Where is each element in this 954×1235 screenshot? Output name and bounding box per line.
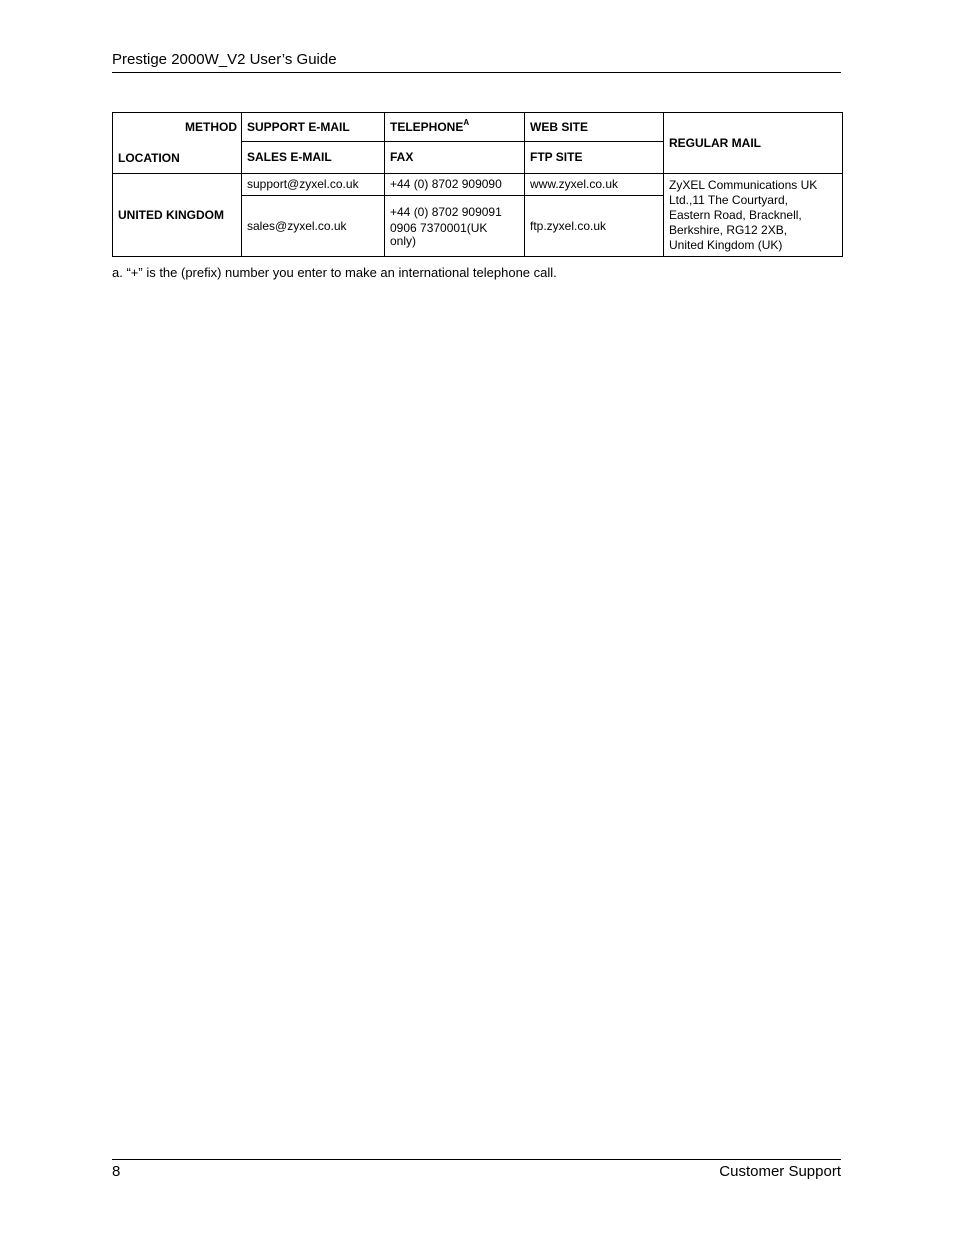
header-regular-mail: REGULAR MAIL — [664, 113, 843, 174]
method-label: METHOD — [185, 120, 237, 134]
footnote-marker: A — [463, 117, 470, 127]
support-contact-table — [112, 112, 843, 257]
support-email-cell: support@zyxel.co.uk — [242, 174, 385, 196]
website-cell: www.zyxel.co.uk — [525, 174, 664, 196]
page-footer — [112, 1159, 841, 1184]
regular-mail-cell — [664, 174, 843, 257]
ftp-cell: ftp.zyxel.co.uk — [525, 196, 664, 257]
header-telephone: $TELEPHONE^A$ — [385, 113, 525, 142]
address-line: United Kingdom (UK) — [669, 237, 783, 252]
location-label: LOCATION — [118, 151, 180, 165]
address-line: Berkshire, RG12 2XB, — [669, 222, 788, 237]
section-name: Customer Support — [719, 1163, 841, 1180]
page-header — [112, 51, 841, 73]
address-line: Ltd.,11 The Courtyard, — [669, 192, 788, 207]
telephone-cell: +44 (0) 8702 909090 — [385, 174, 525, 196]
table-row — [113, 174, 843, 196]
header-sales-email: SALES E-MAIL — [242, 142, 385, 174]
header-support-email: SUPPORT E-MAIL — [242, 113, 385, 142]
fax-line: 0906 7370001(UK — [390, 220, 488, 235]
address-line: Eastern Road, Bracknell, — [669, 207, 802, 222]
table-footnote: a. “+” is the (prefix) number you enter to make an international telephone call. — [112, 265, 557, 280]
address-line: ZyXEL Communications UK — [669, 177, 818, 192]
sales-email-cell: sales@zyxel.co.uk — [242, 196, 385, 257]
header-ftp: FTP SITE — [525, 142, 664, 174]
location-cell: UNITED KINGDOM — [113, 174, 242, 257]
header-website: WEB SITE — [525, 113, 664, 142]
page-number: 8 — [112, 1163, 121, 1180]
header-fax: FAX — [385, 142, 525, 174]
fax-line: +44 (0) 8702 909091 — [390, 204, 502, 219]
fax-line: only) — [390, 233, 417, 248]
fax-cell — [385, 196, 525, 257]
method-location-header — [113, 113, 242, 174]
document-title: Prestige 2000W_V2 User’s Guide — [112, 51, 337, 68]
